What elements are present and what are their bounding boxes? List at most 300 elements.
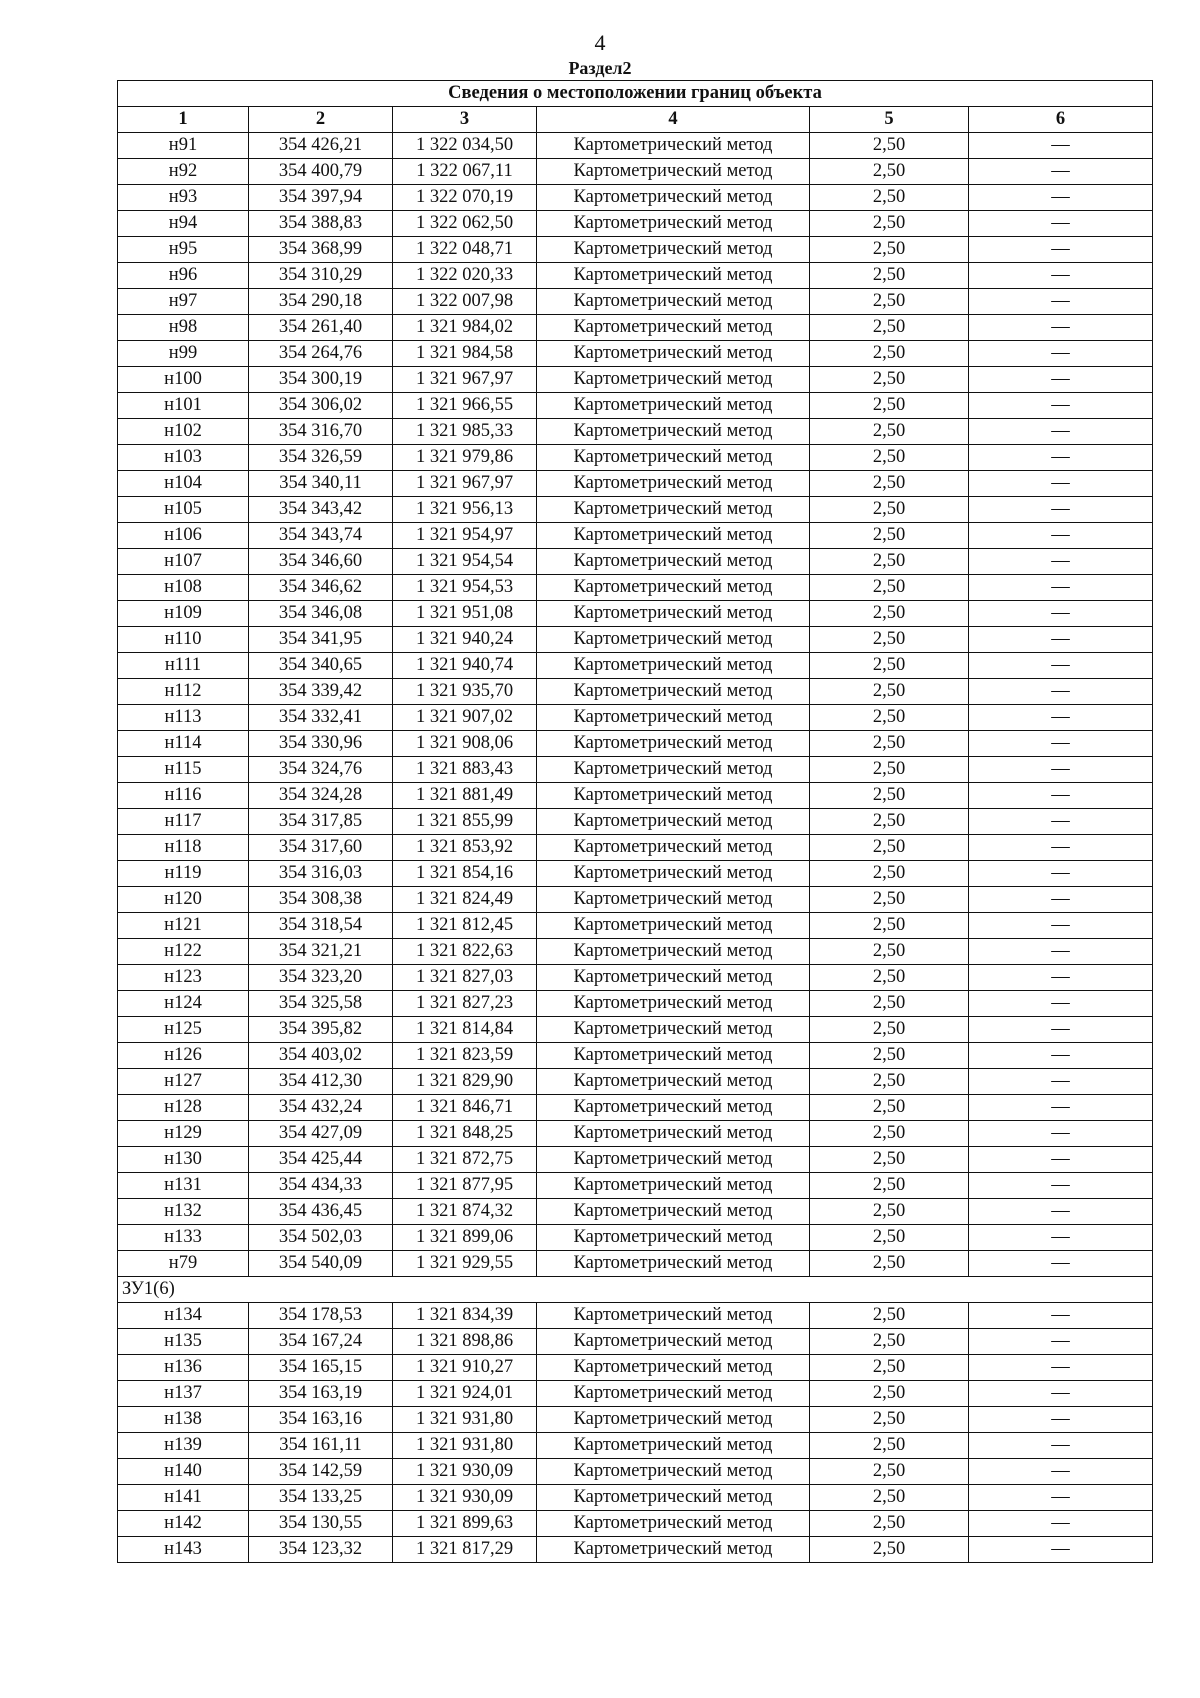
point-id-cell: н102	[118, 419, 249, 445]
description-cell: —	[969, 1459, 1153, 1485]
point-id-cell: н125	[118, 1017, 249, 1043]
point-id-cell: н136	[118, 1355, 249, 1381]
coord-x-cell: 354 318,54	[249, 913, 393, 939]
description-cell: —	[969, 159, 1153, 185]
coord-x-cell: 354 426,21	[249, 133, 393, 159]
method-cell: Картометрический метод	[537, 1199, 810, 1225]
point-id-cell: н130	[118, 1147, 249, 1173]
method-cell: Картометрический метод	[537, 159, 810, 185]
point-id-cell: н122	[118, 939, 249, 965]
table-row	[118, 783, 1153, 809]
coord-x-cell: 354 343,74	[249, 523, 393, 549]
point-id-cell: н113	[118, 705, 249, 731]
column-number: 2	[249, 107, 393, 133]
table-row	[118, 627, 1153, 653]
point-id-cell: н140	[118, 1459, 249, 1485]
table-row	[118, 471, 1153, 497]
column-number: 1	[118, 107, 249, 133]
coord-y-cell: 1 321 874,32	[393, 1199, 537, 1225]
table-row	[118, 289, 1153, 315]
point-id-cell: н134	[118, 1303, 249, 1329]
accuracy-cell: 2,50	[810, 913, 969, 939]
coord-x-cell: 354 317,60	[249, 835, 393, 861]
accuracy-cell: 2,50	[810, 367, 969, 393]
point-id-cell: н104	[118, 471, 249, 497]
point-id-cell: н97	[118, 289, 249, 315]
coord-x-cell: 354 346,08	[249, 601, 393, 627]
coord-x-cell: 354 323,20	[249, 965, 393, 991]
accuracy-cell: 2,50	[810, 1017, 969, 1043]
description-cell: —	[969, 211, 1153, 237]
description-cell: —	[969, 1329, 1153, 1355]
accuracy-cell: 2,50	[810, 185, 969, 211]
point-id-cell: н94	[118, 211, 249, 237]
table-row	[118, 1433, 1153, 1459]
accuracy-cell: 2,50	[810, 653, 969, 679]
point-id-cell: н105	[118, 497, 249, 523]
description-cell: —	[969, 1485, 1153, 1511]
method-cell: Картометрический метод	[537, 1069, 810, 1095]
method-cell: Картометрический метод	[537, 289, 810, 315]
coord-x-cell: 354 340,11	[249, 471, 393, 497]
method-cell: Картометрический метод	[537, 1329, 810, 1355]
method-cell: Картометрический метод	[537, 809, 810, 835]
point-id-cell: н118	[118, 835, 249, 861]
coord-y-cell: 1 322 048,71	[393, 237, 537, 263]
coord-y-cell: 1 321 898,86	[393, 1329, 537, 1355]
accuracy-cell: 2,50	[810, 315, 969, 341]
description-cell: —	[969, 523, 1153, 549]
table-row	[118, 211, 1153, 237]
coord-x-cell: 354 308,38	[249, 887, 393, 913]
accuracy-cell: 2,50	[810, 549, 969, 575]
description-cell: —	[969, 575, 1153, 601]
accuracy-cell: 2,50	[810, 601, 969, 627]
coord-y-cell: 1 321 951,08	[393, 601, 537, 627]
accuracy-cell: 2,50	[810, 679, 969, 705]
coord-x-cell: 354 178,53	[249, 1303, 393, 1329]
method-cell: Картометрический метод	[537, 1251, 810, 1277]
method-cell: Картометрический метод	[537, 731, 810, 757]
method-cell: Картометрический метод	[537, 653, 810, 679]
method-cell: Картометрический метод	[537, 315, 810, 341]
point-id-cell: н131	[118, 1173, 249, 1199]
table-row	[118, 575, 1153, 601]
accuracy-cell: 2,50	[810, 393, 969, 419]
coord-x-cell: 354 142,59	[249, 1459, 393, 1485]
method-cell: Картометрический метод	[537, 705, 810, 731]
description-cell: —	[969, 783, 1153, 809]
coord-x-cell: 354 326,59	[249, 445, 393, 471]
point-id-cell: н106	[118, 523, 249, 549]
point-id-cell: н139	[118, 1433, 249, 1459]
coord-y-cell: 1 321 929,55	[393, 1251, 537, 1277]
method-cell: Картометрический метод	[537, 367, 810, 393]
coord-x-cell: 354 167,24	[249, 1329, 393, 1355]
column-number-row	[118, 107, 1153, 133]
method-cell: Картометрический метод	[537, 211, 810, 237]
description-cell: —	[969, 237, 1153, 263]
method-cell: Картометрический метод	[537, 679, 810, 705]
method-cell: Картометрический метод	[537, 939, 810, 965]
method-cell: Картометрический метод	[537, 757, 810, 783]
accuracy-cell: 2,50	[810, 471, 969, 497]
description-cell: —	[969, 1433, 1153, 1459]
table-row	[118, 705, 1153, 731]
accuracy-cell: 2,50	[810, 965, 969, 991]
coord-y-cell: 1 321 812,45	[393, 913, 537, 939]
point-id-cell: н92	[118, 159, 249, 185]
description-cell: —	[969, 549, 1153, 575]
accuracy-cell: 2,50	[810, 1303, 969, 1329]
coord-y-cell: 1 322 007,98	[393, 289, 537, 315]
point-id-cell: н107	[118, 549, 249, 575]
method-cell: Картометрический метод	[537, 913, 810, 939]
accuracy-cell: 2,50	[810, 445, 969, 471]
coord-y-cell: 1 321 823,59	[393, 1043, 537, 1069]
table-body	[118, 133, 1153, 1563]
coord-y-cell: 1 322 067,11	[393, 159, 537, 185]
table-row	[118, 1017, 1153, 1043]
description-cell: —	[969, 1511, 1153, 1537]
method-cell: Картометрический метод	[537, 601, 810, 627]
coord-x-cell: 354 403,02	[249, 1043, 393, 1069]
description-cell: —	[969, 133, 1153, 159]
coord-x-cell: 354 306,02	[249, 393, 393, 419]
boundary-coordinates-table	[117, 80, 1153, 1563]
table-row	[118, 237, 1153, 263]
accuracy-cell: 2,50	[810, 939, 969, 965]
coord-y-cell: 1 321 899,06	[393, 1225, 537, 1251]
coord-x-cell: 354 339,42	[249, 679, 393, 705]
coord-x-cell: 354 427,09	[249, 1121, 393, 1147]
coord-y-cell: 1 322 020,33	[393, 263, 537, 289]
coord-y-cell: 1 321 848,25	[393, 1121, 537, 1147]
coord-y-cell: 1 321 935,70	[393, 679, 537, 705]
coord-x-cell: 354 346,60	[249, 549, 393, 575]
accuracy-cell: 2,50	[810, 237, 969, 263]
point-id-cell: н141	[118, 1485, 249, 1511]
point-id-cell: н101	[118, 393, 249, 419]
coord-x-cell: 354 388,83	[249, 211, 393, 237]
method-cell: Картометрический метод	[537, 1043, 810, 1069]
coord-y-cell: 1 321 883,43	[393, 757, 537, 783]
accuracy-cell: 2,50	[810, 575, 969, 601]
coord-y-cell: 1 321 940,74	[393, 653, 537, 679]
coord-y-cell: 1 321 954,54	[393, 549, 537, 575]
accuracy-cell: 2,50	[810, 211, 969, 237]
coord-y-cell: 1 321 822,63	[393, 939, 537, 965]
accuracy-cell: 2,50	[810, 497, 969, 523]
coord-x-cell: 354 130,55	[249, 1511, 393, 1537]
accuracy-cell: 2,50	[810, 1459, 969, 1485]
coord-y-cell: 1 321 985,33	[393, 419, 537, 445]
accuracy-cell: 2,50	[810, 757, 969, 783]
point-id-cell: н138	[118, 1407, 249, 1433]
point-id-cell: н108	[118, 575, 249, 601]
method-cell: Картометрический метод	[537, 887, 810, 913]
method-cell: Картометрический метод	[537, 523, 810, 549]
page-number: 4	[594, 30, 606, 55]
point-id-cell: н100	[118, 367, 249, 393]
coord-x-cell: 354 300,19	[249, 367, 393, 393]
description-cell: —	[969, 393, 1153, 419]
description-cell: —	[969, 1355, 1153, 1381]
method-cell: Картометрический метод	[537, 1381, 810, 1407]
method-cell: Картометрический метод	[537, 419, 810, 445]
description-cell: —	[969, 1381, 1153, 1407]
method-cell: Картометрический метод	[537, 1173, 810, 1199]
point-id-cell: н112	[118, 679, 249, 705]
accuracy-cell: 2,50	[810, 1433, 969, 1459]
description-cell: —	[969, 731, 1153, 757]
column-number: 6	[969, 107, 1153, 133]
coord-x-cell: 354 330,96	[249, 731, 393, 757]
accuracy-cell: 2,50	[810, 1355, 969, 1381]
coord-x-cell: 354 434,33	[249, 1173, 393, 1199]
coord-x-cell: 354 310,29	[249, 263, 393, 289]
accuracy-cell: 2,50	[810, 419, 969, 445]
method-cell: Картометрический метод	[537, 341, 810, 367]
coord-y-cell: 1 321 930,09	[393, 1459, 537, 1485]
description-cell: —	[969, 1173, 1153, 1199]
coord-y-cell: 1 321 984,58	[393, 341, 537, 367]
accuracy-cell: 2,50	[810, 1095, 969, 1121]
point-id-cell: н124	[118, 991, 249, 1017]
point-id-cell: н132	[118, 1199, 249, 1225]
coord-y-cell: 1 321 940,24	[393, 627, 537, 653]
table-row	[118, 419, 1153, 445]
coord-x-cell: 354 425,44	[249, 1147, 393, 1173]
coord-y-cell: 1 321 817,29	[393, 1537, 537, 1563]
coord-y-cell: 1 321 824,49	[393, 887, 537, 913]
table-row	[118, 1173, 1153, 1199]
accuracy-cell: 2,50	[810, 809, 969, 835]
point-id-cell: н91	[118, 133, 249, 159]
coord-y-cell: 1 322 062,50	[393, 211, 537, 237]
column-number: 3	[393, 107, 537, 133]
method-cell: Картометрический метод	[537, 861, 810, 887]
coord-y-cell: 1 321 954,53	[393, 575, 537, 601]
table-row	[118, 1147, 1153, 1173]
accuracy-cell: 2,50	[810, 159, 969, 185]
table-row	[118, 1199, 1153, 1225]
table-row	[118, 1069, 1153, 1095]
description-cell: —	[969, 653, 1153, 679]
point-id-cell: н79	[118, 1251, 249, 1277]
method-cell: Картометрический метод	[537, 783, 810, 809]
accuracy-cell: 2,50	[810, 341, 969, 367]
table-row	[118, 1251, 1153, 1277]
table-row	[118, 653, 1153, 679]
description-cell: —	[969, 1017, 1153, 1043]
coord-y-cell: 1 321 954,97	[393, 523, 537, 549]
coord-y-cell: 1 321 908,06	[393, 731, 537, 757]
description-cell: —	[969, 1121, 1153, 1147]
table-row	[118, 887, 1153, 913]
accuracy-cell: 2,50	[810, 523, 969, 549]
point-id-cell: н135	[118, 1329, 249, 1355]
accuracy-cell: 2,50	[810, 1069, 969, 1095]
accuracy-cell: 2,50	[810, 1121, 969, 1147]
coord-y-cell: 1 321 967,97	[393, 471, 537, 497]
description-cell: —	[969, 419, 1153, 445]
point-id-cell: н99	[118, 341, 249, 367]
method-cell: Картометрический метод	[537, 497, 810, 523]
description-cell: —	[969, 471, 1153, 497]
coord-x-cell: 354 321,21	[249, 939, 393, 965]
accuracy-cell: 2,50	[810, 991, 969, 1017]
table-caption-row	[118, 81, 1153, 107]
coord-y-cell: 1 321 872,75	[393, 1147, 537, 1173]
table-row	[118, 1537, 1153, 1563]
method-cell: Картометрический метод	[537, 1095, 810, 1121]
section-title: Раздел2	[568, 58, 632, 78]
accuracy-cell: 2,50	[810, 1043, 969, 1069]
accuracy-cell: 2,50	[810, 1147, 969, 1173]
description-cell: —	[969, 289, 1153, 315]
coord-y-cell: 1 321 846,71	[393, 1095, 537, 1121]
method-cell: Картометрический метод	[537, 133, 810, 159]
point-id-cell: н111	[118, 653, 249, 679]
coord-x-cell: 354 165,15	[249, 1355, 393, 1381]
accuracy-cell: 2,50	[810, 1251, 969, 1277]
description-cell: —	[969, 627, 1153, 653]
description-cell: —	[969, 497, 1153, 523]
method-cell: Картометрический метод	[537, 549, 810, 575]
accuracy-cell: 2,50	[810, 289, 969, 315]
coord-x-cell: 354 261,40	[249, 315, 393, 341]
table-row	[118, 1459, 1153, 1485]
accuracy-cell: 2,50	[810, 1199, 969, 1225]
coord-y-cell: 1 322 070,19	[393, 185, 537, 211]
description-cell: —	[969, 757, 1153, 783]
coord-y-cell: 1 321 855,99	[393, 809, 537, 835]
coord-x-cell: 354 324,28	[249, 783, 393, 809]
coord-x-cell: 354 161,11	[249, 1433, 393, 1459]
method-cell: Картометрический метод	[537, 1147, 810, 1173]
coord-y-cell: 1 321 907,02	[393, 705, 537, 731]
description-cell: —	[969, 887, 1153, 913]
table-row	[118, 1043, 1153, 1069]
method-cell: Картометрический метод	[537, 393, 810, 419]
table-row	[118, 1225, 1153, 1251]
coord-y-cell: 1 321 827,23	[393, 991, 537, 1017]
point-id-cell: н98	[118, 315, 249, 341]
description-cell: —	[969, 263, 1153, 289]
description-cell: —	[969, 705, 1153, 731]
method-cell: Картометрический метод	[537, 185, 810, 211]
point-id-cell: н120	[118, 887, 249, 913]
accuracy-cell: 2,50	[810, 1485, 969, 1511]
coord-x-cell: 354 341,95	[249, 627, 393, 653]
method-cell: Картометрический метод	[537, 1459, 810, 1485]
description-cell: —	[969, 1069, 1153, 1095]
description-cell: —	[969, 1095, 1153, 1121]
coord-y-cell: 1 321 829,90	[393, 1069, 537, 1095]
point-id-cell: н123	[118, 965, 249, 991]
coord-y-cell: 1 321 956,13	[393, 497, 537, 523]
table-row	[118, 835, 1153, 861]
point-id-cell: н126	[118, 1043, 249, 1069]
method-cell: Картометрический метод	[537, 1121, 810, 1147]
accuracy-cell: 2,50	[810, 783, 969, 809]
point-id-cell: н103	[118, 445, 249, 471]
coord-x-cell: 354 432,24	[249, 1095, 393, 1121]
description-cell: —	[969, 1537, 1153, 1563]
coord-x-cell: 354 163,16	[249, 1407, 393, 1433]
coord-x-cell: 354 343,42	[249, 497, 393, 523]
accuracy-cell: 2,50	[810, 1225, 969, 1251]
coord-y-cell: 1 321 931,80	[393, 1407, 537, 1433]
description-cell: —	[969, 965, 1153, 991]
table-row	[118, 445, 1153, 471]
table-row	[118, 939, 1153, 965]
point-id-cell: н121	[118, 913, 249, 939]
point-id-cell: н127	[118, 1069, 249, 1095]
table-row	[118, 341, 1153, 367]
point-id-cell: н143	[118, 1537, 249, 1563]
accuracy-cell: 2,50	[810, 731, 969, 757]
table-row	[118, 523, 1153, 549]
accuracy-cell: 2,50	[810, 1381, 969, 1407]
table-row	[118, 185, 1153, 211]
column-number: 4	[537, 107, 810, 133]
point-id-cell: н95	[118, 237, 249, 263]
coord-x-cell: 354 400,79	[249, 159, 393, 185]
method-cell: Картометрический метод	[537, 1225, 810, 1251]
coord-y-cell: 1 322 034,50	[393, 133, 537, 159]
table-row	[118, 601, 1153, 627]
table-row	[118, 1381, 1153, 1407]
coord-y-cell: 1 321 899,63	[393, 1511, 537, 1537]
coord-y-cell: 1 321 967,97	[393, 367, 537, 393]
accuracy-cell: 2,50	[810, 705, 969, 731]
description-cell: —	[969, 341, 1153, 367]
point-id-cell: н93	[118, 185, 249, 211]
coord-y-cell: 1 321 931,80	[393, 1433, 537, 1459]
coord-x-cell: 354 324,76	[249, 757, 393, 783]
description-cell: —	[969, 185, 1153, 211]
description-cell: —	[969, 445, 1153, 471]
table-row	[118, 679, 1153, 705]
coord-y-cell: 1 321 877,95	[393, 1173, 537, 1199]
coord-x-cell: 354 397,94	[249, 185, 393, 211]
group-label-row	[118, 1277, 1153, 1303]
description-cell: —	[969, 809, 1153, 835]
table-row	[118, 133, 1153, 159]
table-row	[118, 757, 1153, 783]
accuracy-cell: 2,50	[810, 861, 969, 887]
method-cell: Картометрический метод	[537, 1407, 810, 1433]
method-cell: Картометрический метод	[537, 991, 810, 1017]
table-row	[118, 1511, 1153, 1537]
coord-y-cell: 1 321 881,49	[393, 783, 537, 809]
coord-y-cell: 1 321 930,09	[393, 1485, 537, 1511]
point-id-cell: н110	[118, 627, 249, 653]
description-cell: —	[969, 939, 1153, 965]
method-cell: Картометрический метод	[537, 835, 810, 861]
coord-y-cell: 1 321 984,02	[393, 315, 537, 341]
description-cell: —	[969, 1147, 1153, 1173]
coord-x-cell: 354 502,03	[249, 1225, 393, 1251]
table-row	[118, 367, 1153, 393]
point-id-cell: н96	[118, 263, 249, 289]
point-id-cell: н119	[118, 861, 249, 887]
method-cell: Картометрический метод	[537, 1017, 810, 1043]
description-cell: —	[969, 913, 1153, 939]
point-id-cell: н129	[118, 1121, 249, 1147]
